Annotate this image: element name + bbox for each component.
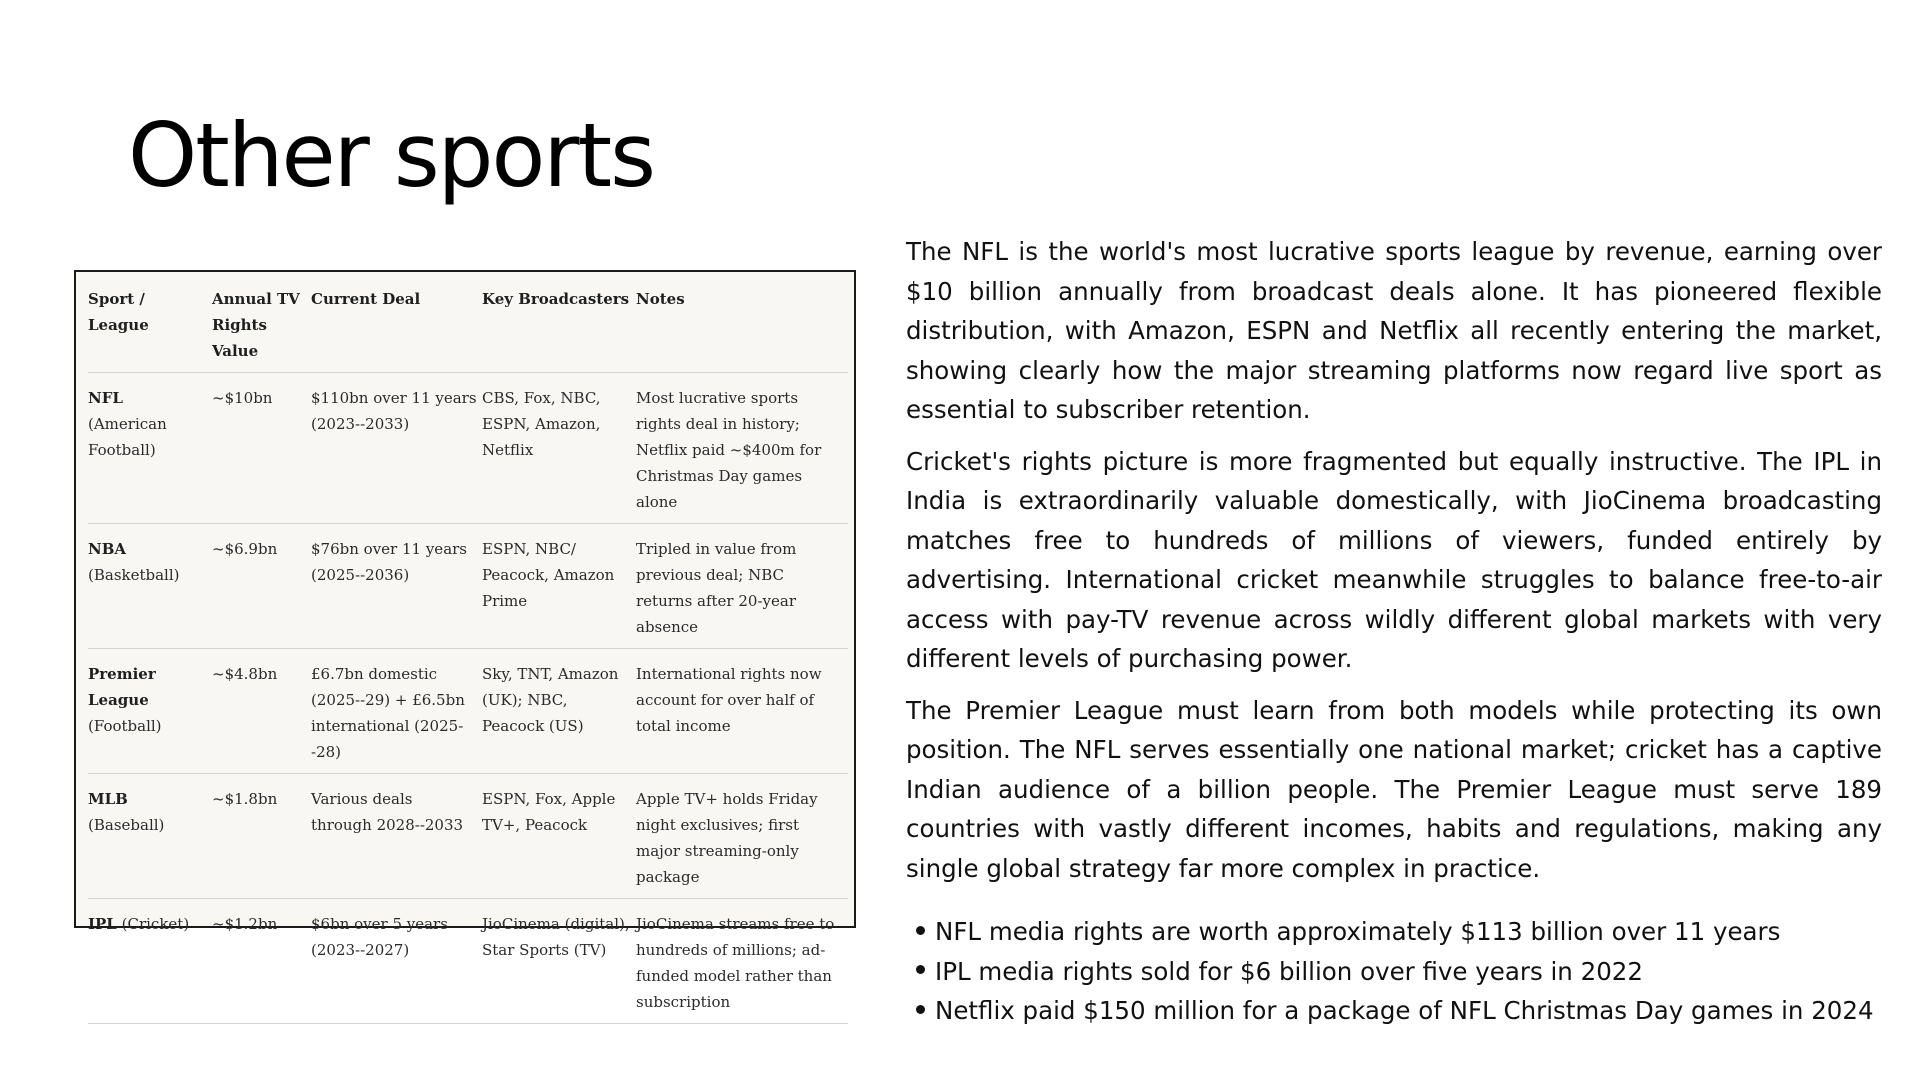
sport-detail: (Baseball) [88,816,165,834]
key-facts-list [906,912,1882,1031]
table-row [88,649,848,774]
bullet-icon [916,965,925,974]
paragraph-premier-league: The Premier League must learn from both models while protecting its own position. The NFL serves essentially one national market; cricket has a captive Indian audience of a billion people. The Premier League must serve 189 countries with vastly different incomes, habits and regulations, making any single global strategy far more complex in practice. [906,695,1882,883]
table-header-row [88,278,848,373]
cell-broadcasters: Sky, TNT, Amazon (UK); NBC, Peacock (US) [482,649,636,774]
cell-deal: $76bn over 11 years (2025--2036) [311,524,482,649]
rights-table-panel [74,270,856,1011]
sport-name: IPL [88,915,117,933]
cell-value: ~$6.9bn [212,524,311,649]
cell-value: ~$1.2bn [212,899,311,1024]
header-annual-value: Annual TV Rights Value [212,278,311,373]
sport-detail: (American Football) [88,415,167,459]
body-text-column [906,232,1882,1031]
bullet-text: Netflix paid $150 million for a package of NFL Christmas Day games in 2024 [935,996,1874,1025]
cell-value: ~$10bn [212,373,311,524]
cell-broadcasters: ESPN, Fox, Apple TV+, Peacock [482,774,636,899]
cell-notes: Most lucrative sports rights deal in history; Netflix paid ~$400m for Christmas Day games alone [636,373,848,524]
sport-detail: (Basketball) [88,566,180,584]
cell-sport [88,524,212,649]
sport-detail: (Cricket) [121,915,190,933]
list-item [916,952,1882,992]
sport-detail: (Football) [88,717,162,735]
cell-sport [88,774,212,899]
table-row [88,373,848,524]
table-row [88,899,848,1024]
header-current-deal: Current Deal [311,278,482,373]
cell-value: ~$4.8bn [212,649,311,774]
cell-sport [88,899,212,1024]
cell-deal: $110bn over 11 years (2023--2033) [311,373,482,524]
cell-notes: Apple TV+ holds Friday night exclusives; first major streaming-only package [636,774,848,899]
cell-value: ~$1.8bn [212,774,311,899]
cell-notes: JioCinema streams free to hundreds of millions; ad-funded model rather than subscription [636,899,848,1024]
cell-sport [88,373,212,524]
list-item [916,991,1882,1031]
cell-sport [88,649,212,774]
sport-name: Premier League [88,665,156,709]
cell-deal: £6.7bn domestic (2025--29) + £6.5bn international (2025--28) [311,649,482,774]
list-item [916,912,1882,952]
bullet-text: NFL media rights are worth approximately $113 billion over 11 years [935,917,1781,946]
cell-broadcasters: ESPN, NBC/ Peacock, Amazon Prime [482,524,636,649]
cell-broadcasters: JioCinema (digital), Star Sports (TV) [482,899,636,1024]
cell-notes: International rights now account for over half of total income [636,649,848,774]
table-row [88,774,848,899]
cell-deal: Various deals through 2028--2033 [311,774,482,899]
sport-name: MLB [88,790,128,808]
paragraph-nfl: The NFL is the world's most lucrative sports league by revenue, earning over $10 billion annually from broadcast deals alone. It has pioneered flexible distribution, with Amazon, ESPN and Netflix all recently entering the market, showing clearly how the major streaming platforms now regard live sport as essential to subscriber retention. [906,237,1882,424]
bullet-text: IPL media rights sold for $6 billion over five years in 2022 [935,956,1643,986]
bullet-icon [916,926,925,935]
cell-deal: $6bn over 5 years (2023--2027) [311,899,482,1024]
header-notes: Notes [636,278,848,373]
tv-rights-table [88,278,848,1024]
slide-title: Other sports [128,104,654,207]
bullet-icon [916,1005,925,1014]
header-sport-league: Sport / League [88,278,212,373]
sport-name: NFL [88,389,123,407]
table-row [88,524,848,649]
cell-broadcasters: CBS, Fox, NBC, ESPN, Amazon, Netflix [482,373,636,524]
header-key-broadcasters: Key Broadcasters [482,278,636,373]
paragraph-cricket: Cricket's rights picture is more fragmented but equally instructive. The IPL in India is extraordinarily valuable domestically, with JioCinema broadcasting matches free to hundreds of millions of viewers, funded entirely by advertising. International cricket meanwhile struggles to balance free-to-air access with pay-TV revenue across wildly different global markets with very different levels of purchasing power. [906,446,1882,673]
cell-notes: Tripled in value from previous deal; NBC returns after 20-year absence [636,524,848,649]
sport-name: NBA [88,540,127,558]
